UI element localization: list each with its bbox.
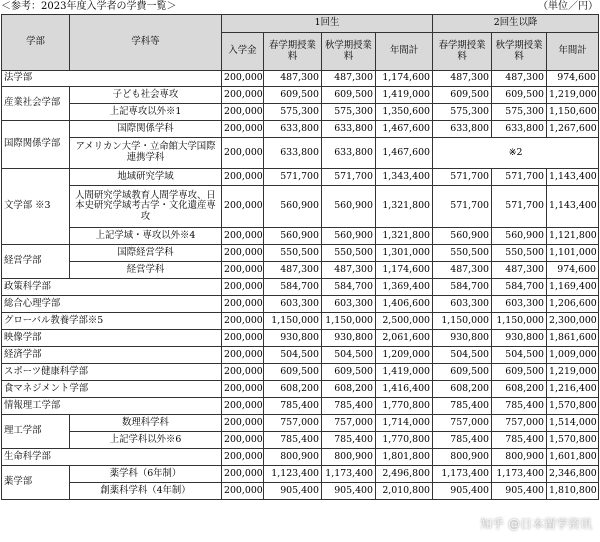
- department-cell: 国際関係学科: [70, 121, 222, 138]
- faculty-cell: 薬学部: [2, 466, 70, 500]
- value-cell: 609,500: [264, 87, 322, 104]
- value-cell: 560,900: [492, 228, 547, 245]
- value-cell: 200,000: [222, 169, 264, 186]
- value-cell: 757,000: [264, 415, 322, 432]
- value-cell: 575,300: [322, 104, 376, 121]
- faculty-cell: 産業社会学部: [2, 87, 70, 121]
- value-cell: 575,300: [264, 104, 322, 121]
- value-cell: 905,400: [433, 483, 492, 500]
- department-cell: アメリカン大学・立命館大学国際連携学科: [70, 138, 222, 169]
- value-cell: 1,169,400: [547, 279, 599, 296]
- value-cell: 1,321,800: [376, 186, 433, 228]
- value-cell: 1,810,800: [547, 483, 599, 500]
- value-cell: 609,500: [492, 364, 547, 381]
- value-cell: 785,400: [433, 398, 492, 415]
- value-cell: 1,714,000: [376, 415, 433, 432]
- value-cell: 200,000: [222, 296, 264, 313]
- department-cell: 薬学科（6年制）: [70, 466, 222, 483]
- value-cell: 200,000: [222, 121, 264, 138]
- table-row: [2, 381, 599, 398]
- table-row: [2, 330, 599, 347]
- value-cell: 633,800: [433, 121, 492, 138]
- value-cell: 200,000: [222, 466, 264, 483]
- value-cell: 785,400: [264, 398, 322, 415]
- value-cell: 200,000: [222, 71, 264, 87]
- value-cell: 1,009,000: [547, 347, 599, 364]
- value-cell: 905,400: [492, 483, 547, 500]
- header-spring-2: 春学期授業料: [433, 33, 492, 71]
- value-cell: 930,800: [433, 330, 492, 347]
- table-row: [2, 279, 599, 296]
- header-spring: 春学期授業料: [264, 33, 322, 71]
- value-cell: 560,900: [433, 228, 492, 245]
- header-annual-2: 年間計: [547, 33, 599, 71]
- table-row: [2, 262, 599, 279]
- table-row: [2, 432, 599, 449]
- faculty-cell: 政策科学部: [2, 279, 222, 296]
- header-admission: 入学金: [222, 33, 264, 71]
- table-row: [2, 121, 599, 138]
- department-cell: 上記学域・専攻以外※4: [70, 228, 222, 245]
- value-cell: 1,123,400: [264, 466, 322, 483]
- value-cell: 785,400: [264, 432, 322, 449]
- table-row: [2, 228, 599, 245]
- value-cell: 2,300,000: [547, 313, 599, 330]
- value-cell: 571,700: [433, 169, 492, 186]
- value-cell: 2,496,800: [376, 466, 433, 483]
- value-cell: 974,600: [547, 262, 599, 279]
- table-row: [2, 449, 599, 466]
- table-row: [2, 71, 599, 87]
- value-cell: 608,200: [322, 381, 376, 398]
- value-cell: 609,500: [322, 87, 376, 104]
- value-cell: 1,467,600: [376, 138, 433, 169]
- value-cell: 757,000: [322, 415, 376, 432]
- value-cell: 1,150,000: [433, 313, 492, 330]
- value-cell: 200,000: [222, 262, 264, 279]
- value-cell: 1,206,600: [547, 296, 599, 313]
- value-cell: 550,500: [492, 245, 547, 262]
- value-cell: 200,000: [222, 432, 264, 449]
- value-cell: 550,500: [264, 245, 322, 262]
- table-row: [2, 138, 599, 169]
- header-faculty: 学部: [2, 15, 70, 71]
- table-row: [2, 415, 599, 432]
- faculty-cell: 理工学部: [2, 415, 70, 449]
- table-row: [2, 364, 599, 381]
- value-cell: 560,900: [264, 186, 322, 228]
- value-cell: 487,300: [264, 71, 322, 87]
- value-cell: 575,300: [433, 104, 492, 121]
- faculty-cell: 文学部 ※3: [2, 169, 70, 245]
- department-cell: 子ども社会専攻: [70, 87, 222, 104]
- value-cell: 905,400: [264, 483, 322, 500]
- table-row: [2, 313, 599, 330]
- department-cell: 上記学科以外※6: [70, 432, 222, 449]
- faculty-cell: 経営学部: [2, 245, 70, 279]
- value-cell: 1,570,800: [547, 398, 599, 415]
- watermark: 知乎 @日本留学资讯: [480, 517, 592, 531]
- table-row: [2, 104, 599, 121]
- department-cell: 上記専攻以外※1: [70, 104, 222, 121]
- value-cell: 757,000: [433, 415, 492, 432]
- value-cell: 560,900: [264, 228, 322, 245]
- value-cell: 800,900: [433, 449, 492, 466]
- value-cell: 603,300: [322, 296, 376, 313]
- value-cell: 1,174,600: [376, 262, 433, 279]
- value-cell: 200,000: [222, 483, 264, 500]
- value-cell: 1,419,000: [376, 364, 433, 381]
- faculty-cell: 経済学部: [2, 347, 222, 364]
- value-cell: 1,267,600: [547, 121, 599, 138]
- faculty-cell: 映像学部: [2, 330, 222, 347]
- value-cell: 1,416,400: [376, 381, 433, 398]
- value-cell: 609,500: [433, 364, 492, 381]
- value-cell: 1,801,800: [376, 449, 433, 466]
- value-cell: 1,173,400: [322, 466, 376, 483]
- header-autumn-2: 秋学期授業料: [492, 33, 547, 71]
- value-cell: 584,700: [433, 279, 492, 296]
- value-cell: 1,216,400: [547, 381, 599, 398]
- department-cell: 人間研究学域教育人間学専攻、日本史研究学域考古学・文化遺産専攻: [70, 186, 222, 228]
- value-cell: 200,000: [222, 398, 264, 415]
- note-cell: ※2: [433, 138, 599, 169]
- value-cell: 785,400: [322, 432, 376, 449]
- table-row: [2, 483, 599, 500]
- value-cell: 2,061,600: [376, 330, 433, 347]
- value-cell: 200,000: [222, 415, 264, 432]
- value-cell: 609,500: [322, 364, 376, 381]
- value-cell: 575,300: [492, 104, 547, 121]
- value-cell: 584,700: [322, 279, 376, 296]
- faculty-cell: 国際関係学部: [2, 121, 70, 169]
- value-cell: 785,400: [433, 432, 492, 449]
- value-cell: 603,300: [492, 296, 547, 313]
- value-cell: 1,861,600: [547, 330, 599, 347]
- value-cell: 571,700: [264, 169, 322, 186]
- value-cell: 1,770,800: [376, 432, 433, 449]
- department-cell: 国際経営学科: [70, 245, 222, 262]
- value-cell: 571,700: [433, 186, 492, 228]
- value-cell: 974,600: [547, 71, 599, 87]
- value-cell: 1,219,000: [547, 364, 599, 381]
- header-annual: 年間計: [376, 33, 433, 71]
- value-cell: 1,150,000: [322, 313, 376, 330]
- value-cell: 633,800: [264, 121, 322, 138]
- value-cell: 2,500,000: [376, 313, 433, 330]
- value-cell: 1,121,800: [547, 228, 599, 245]
- value-cell: 1,514,000: [547, 415, 599, 432]
- value-cell: 487,300: [322, 71, 376, 87]
- table-row: [2, 466, 599, 483]
- value-cell: 609,500: [492, 87, 547, 104]
- value-cell: 550,500: [322, 245, 376, 262]
- table-row: [2, 87, 599, 104]
- value-cell: 609,500: [433, 87, 492, 104]
- value-cell: 800,900: [264, 449, 322, 466]
- value-cell: 1,770,800: [376, 398, 433, 415]
- value-cell: 504,500: [264, 347, 322, 364]
- value-cell: 200,000: [222, 449, 264, 466]
- value-cell: 560,900: [322, 186, 376, 228]
- value-cell: 608,200: [264, 381, 322, 398]
- value-cell: 1,143,400: [547, 169, 599, 186]
- tuition-table: [1, 14, 599, 500]
- value-cell: 1,350,600: [376, 104, 433, 121]
- table-row: [2, 347, 599, 364]
- value-cell: 2,010,800: [376, 483, 433, 500]
- value-cell: 200,000: [222, 104, 264, 121]
- value-cell: 1,174,600: [376, 71, 433, 87]
- value-cell: 200,000: [222, 313, 264, 330]
- value-cell: 571,700: [322, 169, 376, 186]
- value-cell: 930,800: [322, 330, 376, 347]
- faculty-cell: 法学部: [2, 71, 222, 87]
- header-autumn: 秋学期授業料: [322, 33, 376, 71]
- header-second-year-plus: 2回生以降: [433, 15, 599, 33]
- value-cell: 504,500: [322, 347, 376, 364]
- value-cell: 487,300: [264, 262, 322, 279]
- value-cell: 200,000: [222, 364, 264, 381]
- value-cell: 633,800: [264, 138, 322, 169]
- faculty-cell: 情報理工学部: [2, 398, 222, 415]
- value-cell: 504,500: [492, 347, 547, 364]
- value-cell: 633,800: [322, 121, 376, 138]
- value-cell: 785,400: [322, 398, 376, 415]
- value-cell: 800,900: [492, 449, 547, 466]
- value-cell: 633,800: [322, 138, 376, 169]
- value-cell: 785,400: [492, 432, 547, 449]
- table-row: [2, 245, 599, 262]
- faculty-cell: スポーツ健康科学部: [2, 364, 222, 381]
- value-cell: 633,800: [492, 121, 547, 138]
- value-cell: 200,000: [222, 245, 264, 262]
- value-cell: 603,300: [433, 296, 492, 313]
- value-cell: 487,300: [433, 262, 492, 279]
- value-cell: 2,346,800: [547, 466, 599, 483]
- department-cell: 創薬科学科（4年制）: [70, 483, 222, 500]
- value-cell: 200,000: [222, 228, 264, 245]
- table-row: [2, 398, 599, 415]
- value-cell: 550,500: [433, 245, 492, 262]
- unit-label: （単位／円）: [538, 1, 598, 12]
- department-cell: 地域研究学域: [70, 169, 222, 186]
- value-cell: 1,369,400: [376, 279, 433, 296]
- value-cell: 1,173,400: [492, 466, 547, 483]
- table-row: [2, 186, 599, 228]
- value-cell: 1,173,400: [433, 466, 492, 483]
- value-cell: 1,150,000: [264, 313, 322, 330]
- value-cell: 1,301,000: [376, 245, 433, 262]
- header-department: 学科等: [70, 15, 222, 71]
- value-cell: 608,200: [433, 381, 492, 398]
- value-cell: 1,101,000: [547, 245, 599, 262]
- faculty-cell: 生命科学部: [2, 449, 222, 466]
- table-row: [2, 296, 599, 313]
- value-cell: 1,467,600: [376, 121, 433, 138]
- value-cell: 1,150,600: [547, 104, 599, 121]
- value-cell: 200,000: [222, 330, 264, 347]
- value-cell: 785,400: [492, 398, 547, 415]
- value-cell: 584,700: [492, 279, 547, 296]
- value-cell: 930,800: [264, 330, 322, 347]
- value-cell: 487,300: [322, 262, 376, 279]
- value-cell: 1,570,800: [547, 432, 599, 449]
- department-cell: 経営学科: [70, 262, 222, 279]
- value-cell: 757,000: [492, 415, 547, 432]
- value-cell: 1,143,400: [547, 186, 599, 228]
- value-cell: 200,000: [222, 87, 264, 104]
- value-cell: 603,300: [264, 296, 322, 313]
- value-cell: 584,700: [264, 279, 322, 296]
- value-cell: 571,700: [492, 169, 547, 186]
- value-cell: 200,000: [222, 138, 264, 169]
- value-cell: 1,601,800: [547, 449, 599, 466]
- value-cell: 1,419,000: [376, 87, 433, 104]
- value-cell: 1,343,400: [376, 169, 433, 186]
- value-cell: 200,000: [222, 381, 264, 398]
- value-cell: 1,209,000: [376, 347, 433, 364]
- value-cell: 560,900: [322, 228, 376, 245]
- value-cell: 608,200: [492, 381, 547, 398]
- value-cell: 487,300: [433, 71, 492, 87]
- faculty-cell: グローバル教養学部※5: [2, 313, 222, 330]
- value-cell: 609,500: [264, 364, 322, 381]
- faculty-cell: 総合心理学部: [2, 296, 222, 313]
- value-cell: 200,000: [222, 279, 264, 296]
- value-cell: 905,400: [322, 483, 376, 500]
- value-cell: 930,800: [492, 330, 547, 347]
- table-row: [2, 169, 599, 186]
- faculty-cell: 食マネジメント学部: [2, 381, 222, 398]
- value-cell: 200,000: [222, 347, 264, 364]
- value-cell: 1,150,000: [492, 313, 547, 330]
- value-cell: 1,219,000: [547, 87, 599, 104]
- caption: ＜参考：2023年度入学者の学費一覧＞: [1, 1, 177, 12]
- department-cell: 数理科学科: [70, 415, 222, 432]
- value-cell: 800,900: [322, 449, 376, 466]
- value-cell: 504,500: [433, 347, 492, 364]
- header-first-year: 1回生: [222, 15, 433, 33]
- value-cell: 1,406,600: [376, 296, 433, 313]
- value-cell: 487,300: [492, 262, 547, 279]
- value-cell: 487,300: [492, 71, 547, 87]
- value-cell: 200,000: [222, 186, 264, 228]
- value-cell: 1,321,800: [376, 228, 433, 245]
- value-cell: 571,700: [492, 186, 547, 228]
